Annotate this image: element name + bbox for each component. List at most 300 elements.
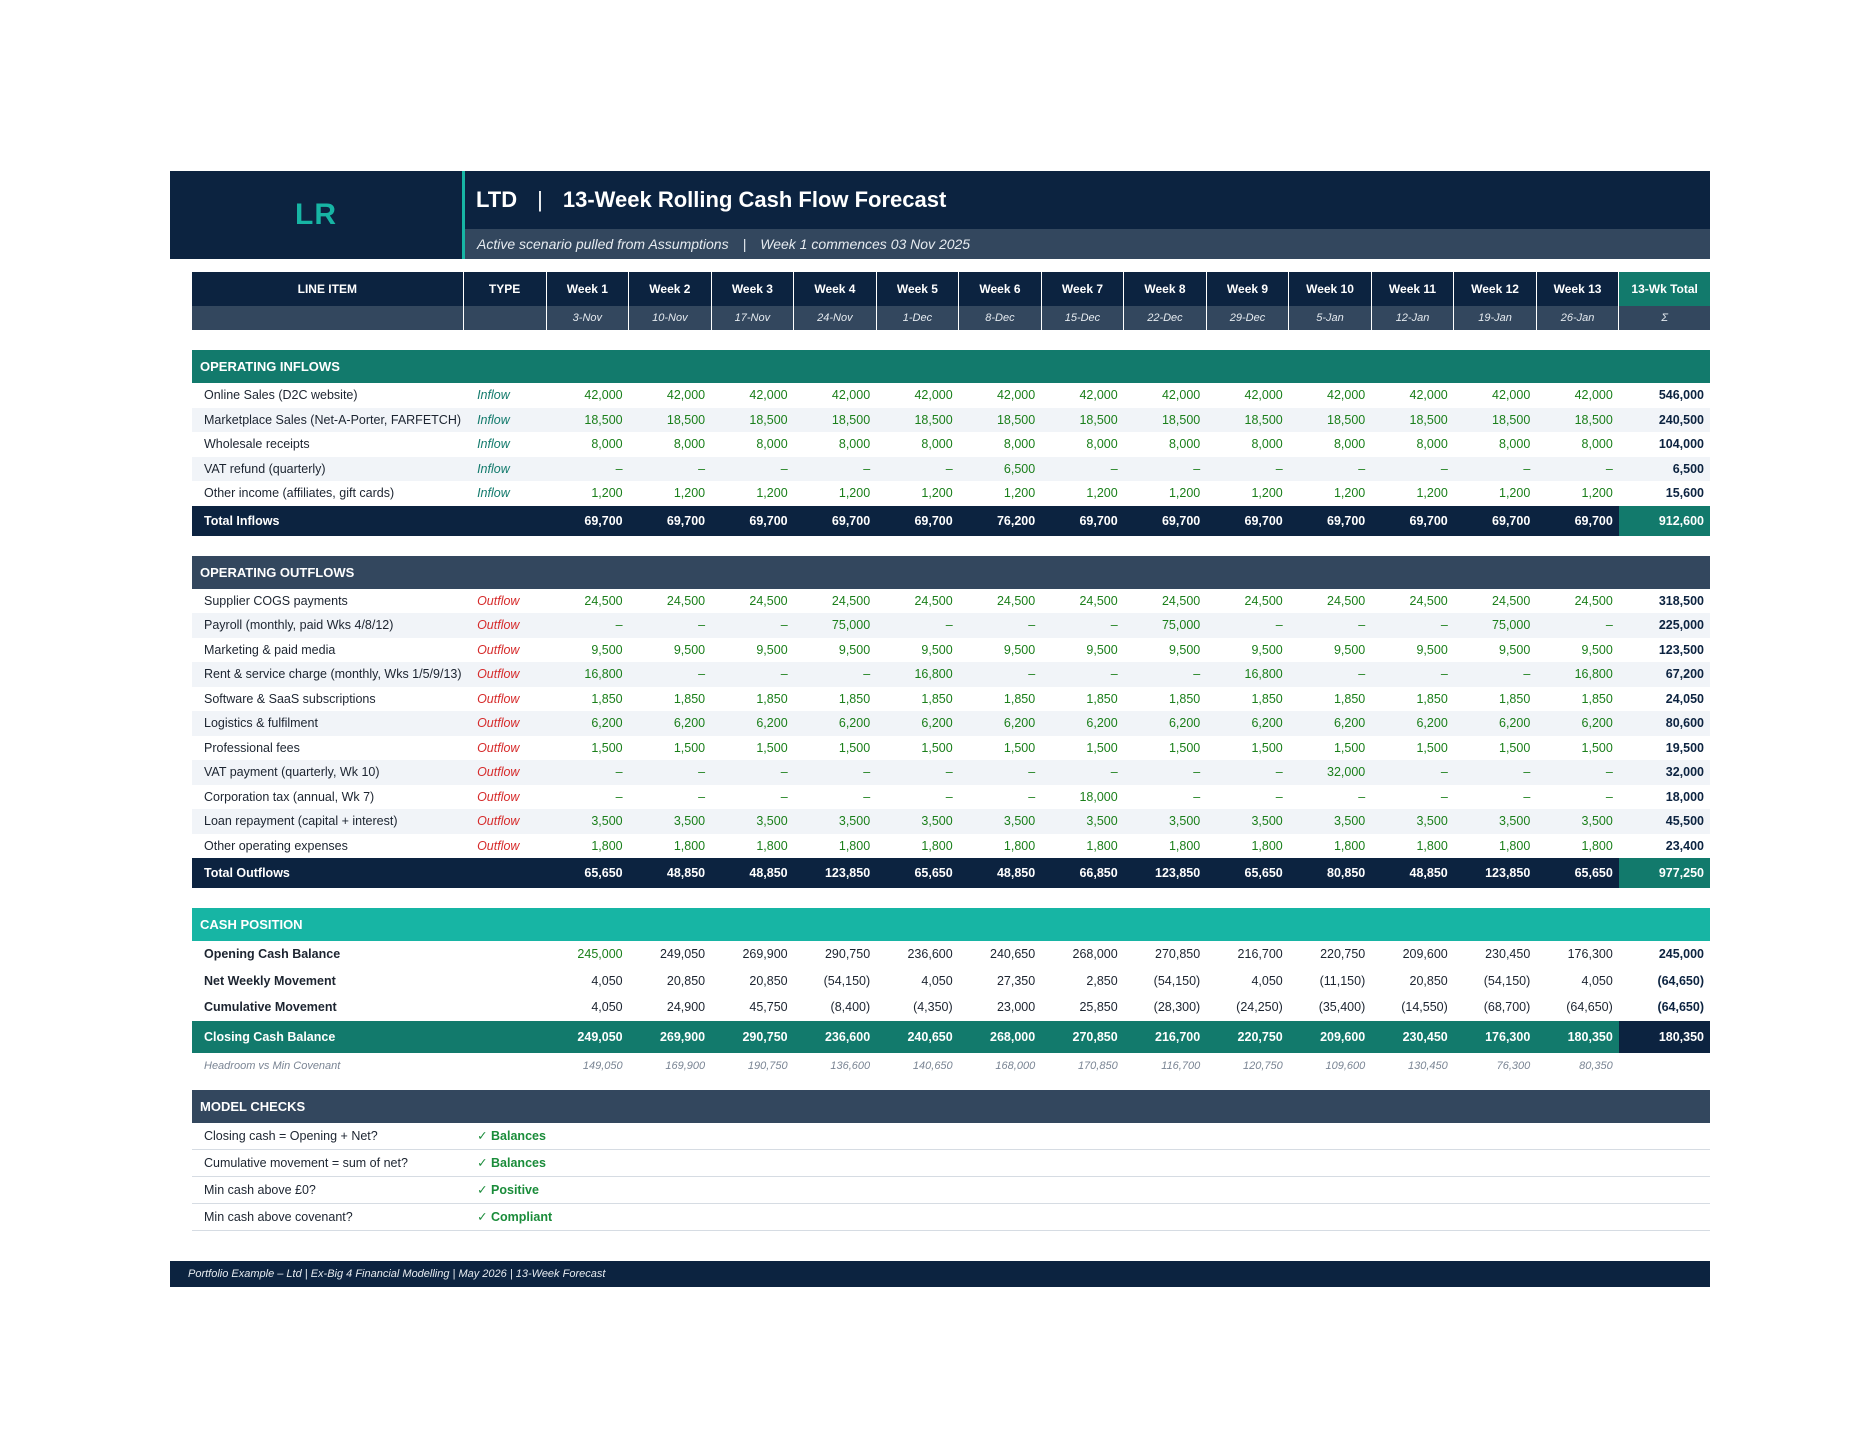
cash-value: (54,150)	[1483, 973, 1531, 988]
line-item-row	[192, 638, 1710, 663]
line-item-value: 1,200	[1581, 486, 1613, 501]
line-item-value: 24,500	[1161, 593, 1201, 608]
model-check-row	[192, 1149, 1710, 1176]
col-header-week: Week 6	[959, 272, 1042, 306]
line-item-value: –	[1028, 789, 1036, 804]
line-item-value: 1,500	[1168, 740, 1201, 755]
col-header-week: Week 3	[711, 272, 794, 306]
line-item-value: 24,500	[1079, 593, 1118, 608]
total-label: Total Outflows	[192, 858, 546, 888]
line-item-value: 1,800	[673, 838, 706, 853]
line-item-value: 18,500	[1371, 408, 1454, 433]
line-item-total: 67,200	[1619, 662, 1710, 687]
line-item-value: 18,500	[629, 408, 712, 433]
total-value: 69,700	[1124, 506, 1207, 536]
line-item-value: –	[959, 613, 1042, 638]
line-item-type: Outflow	[463, 711, 546, 736]
line-item-value: 1,850	[1003, 691, 1036, 706]
cash-value: (54,150)	[823, 973, 871, 988]
headroom-value: 76,300	[1496, 1060, 1531, 1072]
line-item-value: 9,500	[1416, 642, 1448, 657]
report-title	[476, 171, 946, 229]
section-header-inflows	[192, 350, 1710, 383]
total-value: 69,700	[1041, 506, 1124, 536]
line-item-value: –	[1371, 613, 1454, 638]
line-item-value: 42,000	[996, 388, 1036, 403]
line-item-value: 18,500	[546, 408, 629, 433]
headroom-value: 80,350	[1579, 1060, 1613, 1072]
line-item-value: –	[546, 613, 629, 638]
line-item-value: 75,000	[1124, 613, 1207, 638]
line-item-value: –	[1371, 457, 1454, 482]
closing-value: 209,600	[1289, 1021, 1372, 1053]
week-commence-note: Week 1 commences 03 Nov 2025	[760, 236, 971, 252]
line-item-value: 18,500	[1041, 408, 1124, 433]
line-item-total: 240,500	[1619, 408, 1710, 433]
col-header-week: Week 1	[546, 272, 629, 306]
line-item-value: –	[711, 662, 794, 687]
col-header-week: Week 2	[629, 272, 712, 306]
line-item-type: Inflow	[463, 457, 546, 482]
total-value: 65,650	[1206, 858, 1289, 888]
cash-value: 245,000	[577, 947, 623, 962]
line-item-value: 1,800	[1003, 838, 1036, 853]
line-item-value: 3,500	[959, 809, 1042, 834]
total-value: 123,850	[1124, 858, 1207, 888]
line-item-value: 3,500	[1454, 809, 1537, 834]
cash-value: 270,850	[1155, 947, 1201, 962]
line-item-value: 1,850	[591, 691, 623, 706]
check-label: Closing cash = Opening + Net?	[192, 1123, 463, 1150]
line-item-type: Outflow	[477, 789, 520, 804]
cash-total: (64,650)	[1657, 973, 1704, 988]
model-check-row	[192, 1176, 1710, 1203]
cash-position-row	[192, 968, 1710, 995]
line-item-value: 24,500	[1244, 593, 1283, 608]
col-header-week: Week 9	[1206, 272, 1289, 306]
line-item-value: 75,000	[794, 613, 877, 638]
line-item-value: –	[863, 789, 871, 804]
line-item-value: 18,000	[1079, 789, 1118, 804]
cash-value: 4,050	[1251, 973, 1283, 988]
total-value: 66,850	[1041, 858, 1124, 888]
line-item-value: 3,500	[1124, 809, 1207, 834]
line-item-value: 24,500	[1409, 593, 1448, 608]
total-value: 69,700	[711, 506, 794, 536]
check-label: Min cash above covenant?	[192, 1203, 463, 1230]
line-item-type: Outflow	[463, 809, 546, 834]
line-item-value: 8,000	[921, 437, 953, 452]
week-date: 29-Dec	[1206, 306, 1289, 330]
spacer-cell	[192, 536, 1710, 556]
line-item-value: 42,000	[584, 388, 623, 403]
line-item-value: –	[1454, 760, 1537, 785]
total-symbol: Σ	[1619, 306, 1710, 330]
line-item-value: 1,500	[756, 740, 788, 755]
headroom-blank	[1619, 1053, 1710, 1080]
week-date: 8-Dec	[959, 306, 1042, 330]
total-value: 123,850	[1454, 858, 1537, 888]
total-value: 65,650	[1536, 858, 1619, 888]
line-item-value: 1,800	[1086, 838, 1118, 853]
cash-value: 4,050	[591, 1000, 623, 1015]
closing-value: 176,300	[1454, 1021, 1537, 1053]
line-item-value: –	[780, 789, 788, 804]
line-item-type: Outflow	[463, 662, 546, 687]
line-item-type: Inflow	[477, 437, 510, 452]
line-item-value: –	[711, 457, 794, 482]
cash-value: 290,750	[824, 947, 871, 962]
line-item-value: 8,000	[1499, 437, 1531, 452]
total-label: Total Inflows	[192, 506, 546, 536]
week-date: 26-Jan	[1536, 306, 1619, 330]
line-item-value: 9,500	[921, 642, 953, 657]
line-item-value: –	[1536, 760, 1619, 785]
line-item-value: –	[546, 457, 629, 482]
line-item-total: 24,050	[1665, 691, 1704, 706]
line-item-value: –	[1124, 457, 1207, 482]
line-item-value: 16,800	[1206, 662, 1289, 687]
line-item-value: 9,500	[1333, 642, 1366, 657]
headroom-value: 140,650	[912, 1060, 953, 1072]
line-item-value: 16,800	[1536, 662, 1619, 687]
line-item-value: 6,200	[794, 711, 877, 736]
cash-value: 4,050	[1581, 973, 1613, 988]
line-item-row	[192, 785, 1710, 810]
footer-text: Portfolio Example – Ltd | Ex-Big 4 Financial Modelling | May 2026 | 13-Week Forecast	[188, 1268, 606, 1280]
headroom-value: 168,000	[995, 1060, 1036, 1072]
title-separator: |	[537, 187, 543, 212]
total-value: 123,850	[794, 858, 877, 888]
line-item-value: 1,500	[1581, 740, 1613, 755]
line-item-value: 1,850	[756, 691, 788, 706]
line-item-value: 6,200	[1536, 711, 1619, 736]
cash-value: 216,700	[1237, 947, 1283, 962]
line-item-type: Outflow	[463, 613, 546, 638]
closing-value: 270,850	[1041, 1021, 1124, 1053]
line-item-label: Wholesale receipts	[204, 437, 310, 452]
line-item-value: –	[1041, 457, 1124, 482]
line-item-value: –	[1454, 662, 1537, 687]
line-item-value: –	[876, 613, 959, 638]
company-logo: LR	[295, 198, 337, 231]
cash-total: (64,650)	[1657, 1000, 1704, 1015]
cash-value: (28,300)	[1153, 1000, 1201, 1015]
line-item-value: 16,800	[546, 662, 629, 687]
cash-value: 236,600	[907, 947, 953, 962]
line-item-value: 6,200	[711, 711, 794, 736]
line-item-value: 8,000	[1251, 437, 1283, 452]
headroom-value: 120,750	[1242, 1060, 1283, 1072]
line-item-value: 1,500	[591, 740, 623, 755]
line-item-value: 1,500	[1416, 740, 1448, 755]
line-item-value: 3,500	[711, 809, 794, 834]
line-item-value: 3,500	[1371, 809, 1454, 834]
line-item-value: –	[1289, 662, 1372, 687]
line-item-label: Other operating expenses	[204, 838, 348, 853]
line-item-label: VAT refund (quarterly)	[192, 457, 463, 482]
section-header-cash	[192, 908, 1710, 941]
closing-total: 180,350	[1619, 1021, 1710, 1053]
line-item-value: –	[794, 457, 877, 482]
line-item-value: 1,850	[1416, 691, 1448, 706]
total-value: 48,850	[711, 858, 794, 888]
cash-value: 249,050	[659, 947, 706, 962]
line-item-value: 6,200	[1289, 711, 1372, 736]
section-header-checks	[192, 1090, 1710, 1123]
cash-value: 20,850	[666, 973, 706, 988]
check-result-status: ✓ Compliant	[463, 1203, 1710, 1230]
line-item-value: –	[1206, 457, 1289, 482]
cash-value: 23,000	[996, 1000, 1036, 1015]
line-item-value: 1,500	[1086, 740, 1118, 755]
week-date: 10-Nov	[629, 306, 712, 330]
line-item-total: 123,500	[1658, 642, 1704, 657]
line-item-value: –	[1206, 613, 1289, 638]
line-item-value: 1,800	[921, 838, 953, 853]
line-item-value: 1,850	[1086, 691, 1118, 706]
cash-value: 269,900	[742, 947, 788, 962]
line-item-value: –	[1536, 457, 1619, 482]
line-item-value: –	[1275, 789, 1283, 804]
line-item-value: 9,500	[1003, 642, 1036, 657]
line-item-value: 1,200	[1499, 486, 1531, 501]
line-item-total: 18,000	[1665, 789, 1704, 804]
line-item-value: 6,200	[546, 711, 629, 736]
check-result-status: ✓ Positive	[463, 1176, 1710, 1203]
line-item-value: –	[1536, 613, 1619, 638]
line-item-row	[192, 408, 1710, 433]
closing-value: 249,050	[546, 1021, 629, 1053]
check-result-status: ✓ Balances	[463, 1149, 1710, 1176]
title-text: 13-Week Rolling Cash Flow Forecast	[562, 187, 947, 212]
date-blank	[463, 306, 546, 330]
line-item-value: 1,200	[756, 486, 788, 501]
cash-row-label: Cumulative Movement	[204, 1000, 337, 1015]
line-item-value: 1,200	[1251, 486, 1283, 501]
total-value: 69,700	[876, 506, 959, 536]
line-item-value: 18,500	[1454, 408, 1537, 433]
line-item-value: 1,200	[921, 486, 953, 501]
line-item-value: 1,200	[1333, 486, 1366, 501]
headroom-value: 136,600	[830, 1060, 871, 1072]
line-item-label: Other income (affiliates, gift cards)	[204, 486, 395, 501]
cash-value: 4,050	[591, 973, 623, 988]
spacer-row	[192, 536, 1710, 556]
line-item-label: Logistics & fulfilment	[192, 711, 463, 736]
total-value: 69,700	[1289, 506, 1372, 536]
col-header-type: TYPE	[463, 272, 546, 306]
date-blank	[192, 306, 463, 330]
line-item-value: 1,500	[1003, 740, 1036, 755]
headroom-value: 149,050	[582, 1060, 623, 1072]
line-item-total: 15,600	[1665, 486, 1704, 501]
line-item-value: –	[1124, 662, 1207, 687]
line-item-value: 9,500	[838, 642, 871, 657]
line-item-value: –	[1124, 760, 1207, 785]
line-item-type: Outflow	[463, 760, 546, 785]
check-label: Cumulative movement = sum of net?	[192, 1149, 463, 1176]
week-dates-row	[192, 306, 1710, 330]
line-item-type: Inflow	[463, 408, 546, 433]
line-item-value: 6,200	[1041, 711, 1124, 736]
line-item-value: –	[629, 760, 712, 785]
line-item-value: 18,500	[876, 408, 959, 433]
line-item-type: Outflow	[477, 838, 520, 853]
line-item-value: –	[1041, 613, 1124, 638]
line-item-value: –	[1454, 457, 1537, 482]
closing-value: 236,600	[794, 1021, 877, 1053]
line-item-value: 18,500	[959, 408, 1042, 433]
line-item-value: 9,500	[1251, 642, 1283, 657]
total-row	[192, 506, 1710, 536]
line-item-value: 18,500	[1206, 408, 1289, 433]
line-item-value: 75,000	[1454, 613, 1537, 638]
line-item-row	[192, 613, 1710, 638]
line-item-value: –	[794, 662, 877, 687]
report-header	[170, 171, 1710, 259]
line-item-value: 6,200	[1206, 711, 1289, 736]
line-item-value: 1,800	[1333, 838, 1366, 853]
line-item-value: 8,000	[591, 437, 623, 452]
closing-value: 240,650	[876, 1021, 959, 1053]
line-item-type: Inflow	[477, 388, 510, 403]
total-value: 65,650	[546, 858, 629, 888]
line-item-total: 225,000	[1619, 613, 1710, 638]
line-item-value: 3,500	[629, 809, 712, 834]
line-item-total: 23,400	[1665, 838, 1704, 853]
line-item-value: 1,200	[591, 486, 623, 501]
line-item-type: Outflow	[477, 740, 520, 755]
line-item-row	[192, 760, 1710, 785]
line-item-value: 1,800	[591, 838, 623, 853]
cash-value: 230,450	[1485, 947, 1531, 962]
cash-row-label: Net Weekly Movement	[204, 973, 336, 988]
closing-value: 268,000	[959, 1021, 1042, 1053]
line-item-value: 42,000	[914, 388, 953, 403]
headroom-value: 169,900	[665, 1060, 706, 1072]
cash-value: (8,400)	[830, 1000, 871, 1015]
line-item-value: –	[711, 613, 794, 638]
total-value: 69,700	[1454, 506, 1537, 536]
line-item-value: 1,500	[673, 740, 706, 755]
line-item-value: –	[629, 457, 712, 482]
total-value: 65,650	[876, 858, 959, 888]
line-item-value: 24,500	[1574, 593, 1613, 608]
line-item-value: 3,500	[1206, 809, 1289, 834]
line-item-value: 18,500	[1124, 408, 1207, 433]
line-item-value: 9,500	[673, 642, 706, 657]
col-header-total: 13-Wk Total	[1619, 272, 1710, 306]
line-item-value: 6,200	[1371, 711, 1454, 736]
line-item-value: 3,500	[1536, 809, 1619, 834]
line-item-row	[192, 834, 1710, 859]
cash-value: 27,350	[996, 973, 1036, 988]
week-date: 12-Jan	[1371, 306, 1454, 330]
line-item-value: 8,000	[1416, 437, 1448, 452]
closing-value: 216,700	[1124, 1021, 1207, 1053]
cash-value: 24,900	[666, 1000, 706, 1015]
line-item-value: 42,000	[1409, 388, 1448, 403]
model-check-row	[192, 1203, 1710, 1230]
line-item-value: –	[1358, 789, 1366, 804]
line-item-value: –	[1523, 789, 1531, 804]
cash-value: (64,650)	[1566, 1000, 1613, 1015]
subtitle-separator: |	[742, 236, 747, 252]
headroom-value: 109,600	[1325, 1060, 1366, 1072]
total-value: 69,700	[629, 506, 712, 536]
cash-row-label: Opening Cash Balance	[204, 947, 341, 962]
line-item-value: 3,500	[1289, 809, 1372, 834]
col-header-week: Week 10	[1289, 272, 1372, 306]
line-item-value: 24,500	[1492, 593, 1531, 608]
week-date: 22-Dec	[1124, 306, 1207, 330]
total-value: 80,850	[1289, 858, 1372, 888]
col-header-line-item: LINE ITEM	[192, 272, 463, 306]
headroom-row	[192, 1053, 1710, 1080]
line-item-value: 42,000	[666, 388, 706, 403]
line-item-label: VAT payment (quarterly, Wk 10)	[192, 760, 463, 785]
check-label: Min cash above £0?	[192, 1176, 463, 1203]
line-item-value: 1,850	[1499, 691, 1531, 706]
line-item-type: Inflow	[477, 486, 510, 501]
report-footer	[170, 1261, 1710, 1287]
column-header-row	[192, 272, 1710, 306]
line-item-value: –	[876, 760, 959, 785]
col-header-week: Week 13	[1536, 272, 1619, 306]
closing-value: 230,450	[1371, 1021, 1454, 1053]
line-item-value: 1,800	[1581, 838, 1613, 853]
total-value: 48,850	[629, 858, 712, 888]
section-header-outflows	[192, 556, 1710, 589]
cash-value: 4,050	[921, 973, 953, 988]
line-item-value: 1,200	[673, 486, 706, 501]
line-item-label: Software & SaaS subscriptions	[204, 691, 376, 706]
line-item-value: 9,500	[1581, 642, 1613, 657]
line-item-value: –	[959, 760, 1042, 785]
cash-value: 20,850	[1409, 973, 1448, 988]
line-item-type: Outflow	[477, 593, 520, 608]
cash-value: 240,650	[990, 947, 1036, 962]
line-item-label: Online Sales (D2C website)	[204, 388, 358, 403]
line-item-label: Professional fees	[204, 740, 300, 755]
line-item-value: 9,500	[591, 642, 623, 657]
line-item-value: –	[1605, 789, 1613, 804]
header-subtitle-bar	[465, 229, 1710, 259]
total-value: 69,700	[1371, 506, 1454, 536]
col-header-week: Week 8	[1124, 272, 1207, 306]
scenario-note: Active scenario pulled from Assumptions	[477, 236, 729, 252]
week-date: 17-Nov	[711, 306, 794, 330]
line-item-value: 6,200	[1124, 711, 1207, 736]
line-item-value: 1,200	[1086, 486, 1118, 501]
line-item-value: 1,800	[756, 838, 788, 853]
line-item-value: 18,500	[1536, 408, 1619, 433]
line-item-value: 1,850	[673, 691, 706, 706]
line-item-value: 24,500	[996, 593, 1036, 608]
line-item-value: 1,200	[1003, 486, 1036, 501]
line-item-value: 42,000	[1244, 388, 1283, 403]
line-item-row	[192, 432, 1710, 457]
line-item-value: –	[1371, 662, 1454, 687]
line-item-value: 42,000	[1079, 388, 1118, 403]
col-header-week: Week 11	[1371, 272, 1454, 306]
headroom-value: 170,850	[1077, 1060, 1118, 1072]
line-item-value: 1,800	[838, 838, 871, 853]
closing-cash-row	[192, 1021, 1710, 1053]
week-date: 19-Jan	[1454, 306, 1537, 330]
line-item-row	[192, 662, 1710, 687]
